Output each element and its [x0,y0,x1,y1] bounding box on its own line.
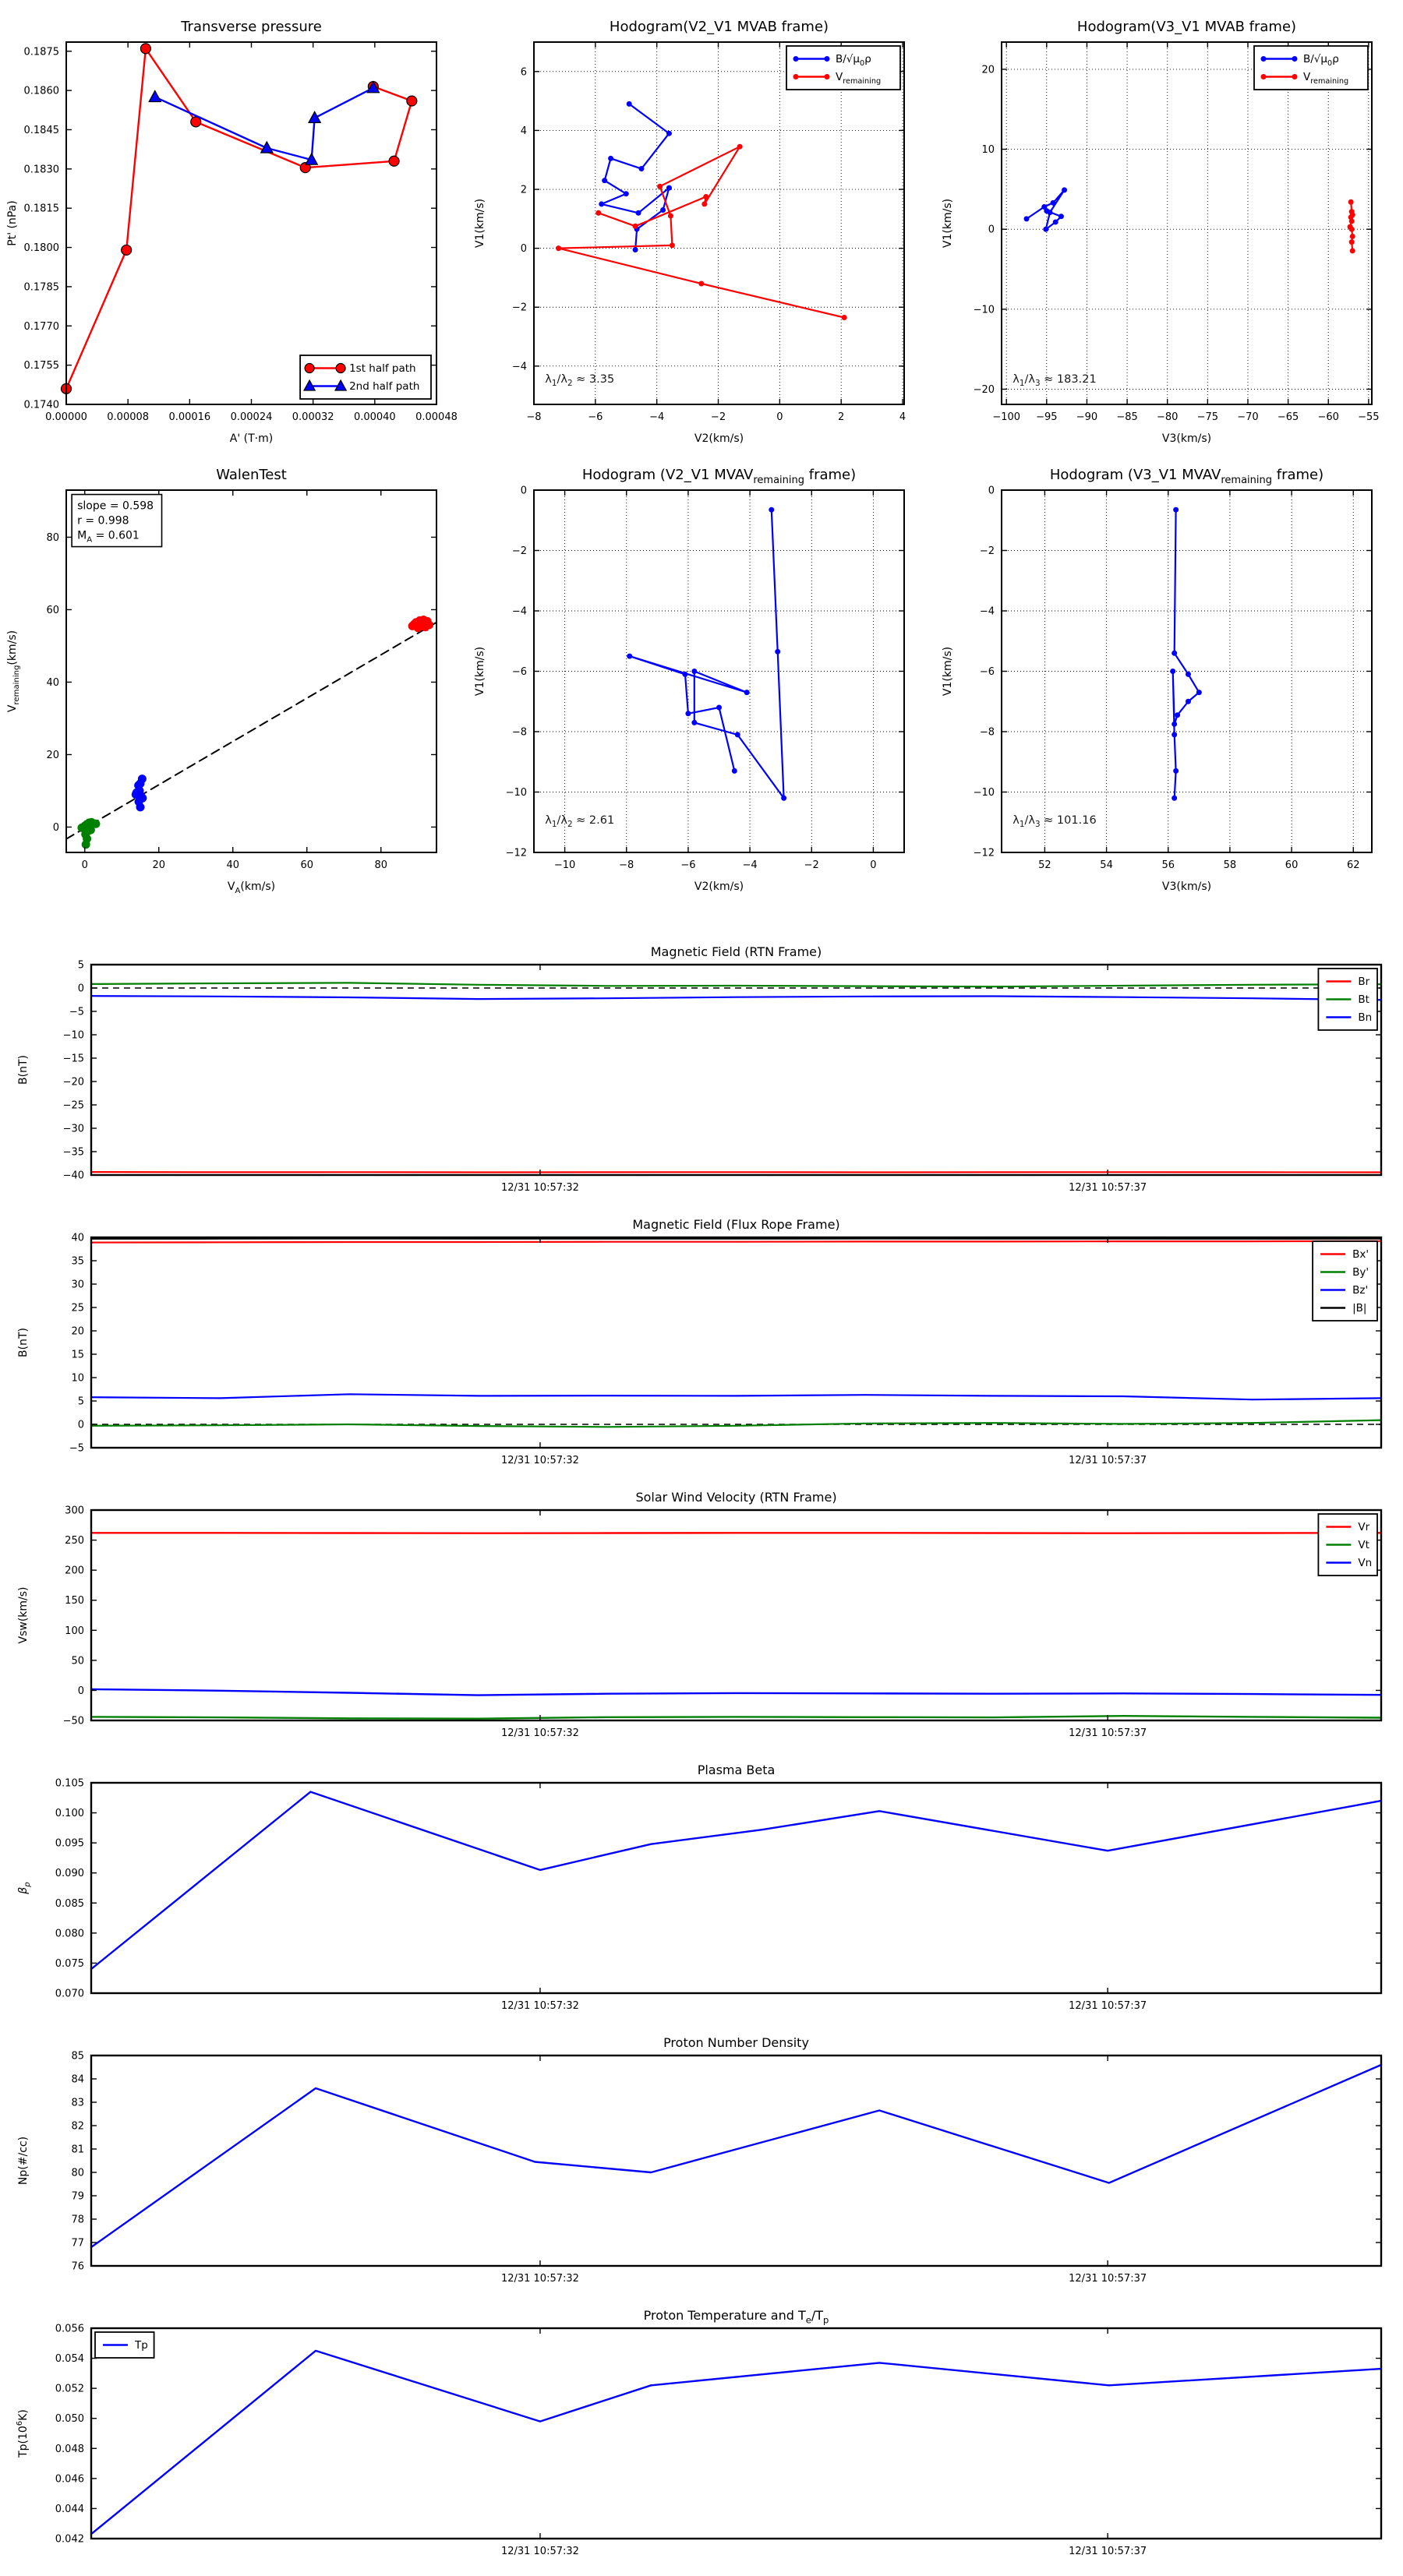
y-tick-label: 0.1785 [23,281,59,294]
x-tick-label: 12/31 10:57:32 [500,2000,579,2012]
y-tick-label: 78 [71,2214,84,2226]
y-tick-label: 0.042 [55,2533,84,2546]
y-tick-label: −10 [973,304,995,316]
chart-title: WalenTest [216,467,287,483]
x-axis-label: V3(km/s) [1161,880,1212,893]
chart-row-6 [0,1758,1403,2031]
y-tick-label: 30 [71,1279,84,1291]
annotation-line: r = 0.998 [77,514,129,528]
legend-label: 2nd half path [349,380,420,393]
x-tick-label: 0.00032 [292,411,334,423]
y-tick-label: −10 [62,1029,84,1042]
chart-svg-proton-number-density [8,2031,1395,2303]
legend-label: Bx' [1352,1248,1369,1261]
y-tick-label: −4 [511,605,527,618]
y-tick-label: 0.1875 [23,46,59,58]
x-tick-label: 60 [1285,859,1299,871]
x-tick-label: −85 [1116,411,1138,423]
x-tick-label: 20 [152,859,166,871]
chart-title: Proton Number Density [663,2035,809,2050]
x-tick-label: 0.00016 [168,411,211,423]
y-tick-label: 85 [71,2050,84,2063]
x-tick-label: 80 [374,859,388,871]
y-tick-label: 0.070 [55,1988,84,2000]
chart-hodogram-v3v1-mvav [935,459,1403,907]
y-tick-label: 150 [65,1595,84,1607]
chart-row-5 [0,1485,1403,1758]
y-tick-label: 0 [52,821,59,834]
y-axis-label: $Tp(10^6K)$ [16,2409,30,2458]
y-tick-label: 0.100 [55,1808,84,1820]
x-tick-label: 0 [870,859,877,871]
y-tick-label: 82 [71,2120,84,2133]
x-tick-label: −6 [680,859,696,871]
x-tick-label: −90 [1076,411,1098,423]
y-tick-label: 0.054 [55,2353,84,2366]
y-tick-label: 0.052 [55,2383,84,2395]
chart-svg-hodogram-v3v1-mvav [935,459,1403,907]
legend-label: |B| [1352,1302,1367,1314]
x-tick-label: −6 [588,411,603,423]
y-tick-label: 40 [71,1232,84,1244]
x-tick-label: 0 [776,411,783,423]
legend-label: 1st half path [349,362,416,375]
legend-label: Tp [135,2339,148,2352]
x-tick-label: −55 [1358,411,1380,423]
y-tick-label: 0.1740 [23,399,59,411]
y-tick-label: 0 [77,1685,84,1697]
x-tick-label: 0.00040 [353,411,396,423]
chart-transverse-pressure [0,11,468,459]
y-tick-label: 0.1755 [23,360,59,372]
y-axis-label: $V_{remaining}(km/s)$ [6,630,21,713]
y-tick-label: −10 [973,787,995,799]
y-tick-label: −8 [979,726,995,739]
x-tick-label: 0 [81,859,88,871]
y-tick-label: 0.085 [55,1897,84,1910]
x-tick-label: 12/31 10:57:37 [1069,2273,1147,2285]
x-axis-label: V3(km/s) [1161,432,1212,445]
x-tick-label: −70 [1237,411,1259,423]
y-tick-label: −6 [979,666,995,678]
x-tick-label: −60 [1317,411,1339,423]
y-tick-label: 5 [77,959,84,972]
x-tick-label: −75 [1196,411,1219,423]
y-axis-label: V1(km/s) [474,646,486,697]
x-tick-label: 58 [1223,859,1237,871]
y-tick-label: 0 [988,485,995,497]
x-tick-label: −4 [742,859,758,871]
x-axis-label: V2(km/s) [694,432,744,445]
y-tick-label: 60 [46,604,59,616]
x-tick-label: 60 [300,859,314,871]
chart-row-2 [0,459,1403,907]
legend-label: $B/√\mu_0\rho$ [836,53,871,68]
annotation-line: $M_A = 0.601$ [77,529,140,545]
chart-hodogram-v3v1-mvab [935,11,1403,459]
chart-title: Transverse pressure [181,19,322,35]
x-tick-label: 0.00000 [45,411,87,423]
y-tick-label: −5 [69,1006,84,1018]
y-tick-label: 0.1860 [23,85,59,97]
y-tick-label: −10 [505,787,527,799]
y-tick-label: 0.095 [55,1837,84,1850]
chart-svg-proton-temperature [8,2303,1395,2576]
x-tick-label: 54 [1100,859,1113,871]
legend-label: By' [1352,1266,1369,1279]
chart-title: Magnetic Field (RTN Frame) [650,944,822,959]
annotation-text: $\lambda_1/\lambda_3 \approx 183.21$ [1012,373,1097,389]
x-tick-label: 12/31 10:57:32 [500,2546,579,2557]
y-tick-label: 50 [71,1655,84,1667]
y-axis-label: Pt' (nPa) [6,200,19,246]
y-axis-label: $\beta_p$ [17,1882,32,1894]
y-tick-label: −30 [62,1123,84,1135]
y-tick-label: 200 [65,1565,84,1577]
x-axis-label: A' (T·m) [229,432,274,445]
chart-title: Hodogram(V2_V1 MVAB frame) [609,19,829,35]
annotation-line: slope = 0.598 [77,499,154,513]
y-axis-label: B(nT) [17,1055,30,1085]
y-axis-label: V1(km/s) [942,198,954,249]
chart-title: Plasma Beta [697,1763,776,1777]
x-tick-label: 56 [1161,859,1175,871]
chart-row-7 [0,2031,1403,2303]
chart-proton-temperature [8,2303,1395,2576]
y-tick-label: 15 [71,1349,84,1361]
y-tick-label: −35 [62,1146,84,1159]
chart-row-4 [0,1212,1403,1485]
y-tick-label: 0.1845 [23,124,59,136]
y-axis-label: Np(#/cc) [17,2136,30,2186]
y-tick-label: 0.090 [55,1868,84,1880]
x-tick-label: 12/31 10:57:32 [500,1455,579,1466]
y-tick-label: 79 [71,2190,84,2203]
y-tick-label: 10 [71,1372,84,1385]
chart-svg-hodogram-v2v1-mvav [468,459,935,907]
x-tick-label: −2 [710,411,726,423]
y-axis-label: B(nT) [17,1328,30,1357]
y-tick-label: 4 [520,125,527,137]
x-tick-label: 12/31 10:57:32 [500,2273,579,2285]
y-tick-label: 80 [46,531,59,544]
chart-svg-hodogram-v2v1-mvab [468,11,935,459]
chart-title: Hodogram(V3_V1 MVAB frame) [1076,19,1297,35]
x-tick-label: −80 [1156,411,1179,423]
y-tick-label: 0.1830 [23,164,59,176]
y-tick-label: 0 [520,485,527,497]
y-tick-label: 84 [71,2073,84,2086]
y-tick-label: −5 [69,1442,84,1455]
x-tick-label: 12/31 10:57:37 [1069,1455,1147,1466]
x-tick-label: −2 [804,859,819,871]
x-tick-label: −95 [1036,411,1058,423]
x-tick-label: −4 [649,411,665,423]
y-tick-label: −12 [973,847,995,859]
legend-label: Vr [1358,1521,1370,1533]
x-tick-label: 0.00008 [107,411,150,423]
chart-svg-magnetic-field-rtn [8,940,1395,1212]
y-axis-label: V1(km/s) [942,646,954,697]
x-tick-label: −8 [526,411,542,423]
x-tick-label: 12/31 10:57:37 [1069,2000,1147,2012]
chart-svg-transverse-pressure [0,11,468,459]
y-tick-label: −6 [511,666,527,678]
y-tick-label: −20 [62,1076,84,1089]
y-tick-label: 0.1815 [23,203,59,215]
x-tick-label: 12/31 10:57:37 [1069,1182,1147,1194]
y-tick-label: −20 [973,383,995,396]
y-axis-label: Vsw(km/s) [17,1586,30,1644]
y-tick-label: −25 [62,1099,84,1112]
y-tick-label: 35 [71,1255,84,1268]
legend-label: $B/√\mu_0\rho$ [1303,53,1339,68]
y-tick-label: 20 [71,1325,84,1338]
chart-proton-number-density [8,2031,1395,2303]
legend-label: Bn [1358,1011,1373,1024]
x-tick-label: −100 [992,411,1021,423]
x-tick-label: −10 [553,859,576,871]
chart-row-1 [0,11,1403,459]
chart-row-3 [0,940,1403,1212]
chart-magnetic-field-flux-rope [8,1212,1395,1485]
y-tick-label: 80 [71,2167,84,2179]
x-tick-label: 12/31 10:57:32 [500,1727,579,1739]
chart-svg-walen-test [0,459,468,907]
y-tick-label: 100 [65,1625,84,1637]
y-tick-label: 0.105 [55,1777,84,1790]
chart-title: Hodogram (V3_V1 $MVAV_{remaining}$ frame) [1049,467,1324,487]
y-tick-label: −40 [62,1170,84,1182]
y-tick-label: 0 [77,1419,84,1431]
y-tick-label: 250 [65,1535,84,1547]
y-tick-label: 81 [71,2144,84,2156]
y-tick-label: 0 [520,243,527,256]
y-tick-label: 0.080 [55,1928,84,1940]
y-tick-label: 40 [46,676,59,689]
chart-title: Hodogram (V2_V1 $MVAV_{remaining}$ frame) [581,467,857,487]
y-tick-label: −2 [511,545,527,557]
y-tick-label: −15 [62,1053,84,1065]
y-tick-label: −12 [505,847,527,859]
y-tick-label: −2 [979,545,995,557]
x-tick-label: 0.00048 [415,411,458,423]
chart-svg-plasma-beta [8,1758,1395,2031]
y-tick-label: 77 [71,2237,84,2250]
x-tick-label: 12/31 10:57:37 [1069,1727,1147,1739]
x-tick-label: 40 [226,859,240,871]
annotation-text: $\lambda_1/\lambda_2 \approx 2.61$ [545,813,615,829]
y-tick-label: 2 [520,184,527,196]
y-tick-label: 76 [71,2260,84,2273]
legend-label: $V_{remaining}$ [1303,71,1349,86]
y-tick-label: −4 [979,605,995,618]
chart-title: Magnetic Field (Flux Rope Frame) [632,1217,840,1232]
legend-label: $V_{remaining}$ [836,71,882,86]
y-tick-label: 0.056 [55,2323,84,2335]
x-tick-label: 4 [899,411,906,423]
y-tick-label: 0.048 [55,2443,84,2455]
x-tick-label: −65 [1277,411,1299,423]
x-tick-label: 12/31 10:57:32 [500,1182,579,1194]
legend-label: Bt [1358,993,1369,1006]
legend-label: Vt [1358,1539,1369,1551]
x-tick-label: 2 [838,411,845,423]
x-tick-label: 12/31 10:57:37 [1069,2546,1147,2557]
chart-svg-magnetic-field-flux-rope [8,1212,1395,1485]
x-tick-label: −8 [619,859,634,871]
chart-svg-solar-wind-velocity-rtn [8,1485,1395,1758]
y-tick-label: 0 [988,224,995,236]
y-axis-label: V1(km/s) [474,198,486,249]
chart-hodogram-v2v1-mvab [468,11,935,459]
y-tick-label: 0.046 [55,2473,84,2486]
chart-title: Proton Temperature and $T_e/T_p$ [643,2308,829,2326]
y-tick-label: −2 [511,302,527,314]
y-tick-label: −50 [62,1715,84,1727]
y-tick-label: 0.044 [55,2503,84,2515]
y-tick-label: 20 [981,64,995,76]
y-tick-label: 0.1770 [23,320,59,333]
y-tick-label: 20 [46,749,59,761]
legend-label: Br [1358,976,1370,988]
x-axis-label: V2(km/s) [694,880,744,893]
chart-solar-wind-velocity [8,1485,1395,1758]
chart-walen-test [0,459,468,907]
chart-hodogram-v2v1-mvav [468,459,935,907]
y-tick-label: 83 [71,2097,84,2109]
y-tick-label: 0.075 [55,1957,84,1970]
chart-title: Solar Wind Velocity (RTN Frame) [635,1490,837,1505]
chart-magnetic-field-rtn [8,940,1395,1212]
legend-label: Vn [1358,1557,1373,1569]
y-tick-label: 0.050 [55,2413,84,2426]
y-tick-label: 10 [981,144,995,157]
x-tick-label: 62 [1346,859,1360,871]
y-tick-label: 5 [77,1396,84,1408]
chart-row-8 [0,2303,1403,2576]
x-tick-label: 52 [1038,859,1051,871]
chart-svg-hodogram-v3v1-mvab [935,11,1403,459]
chart-plasma-beta [8,1758,1395,2031]
y-tick-label: −8 [511,726,527,739]
x-tick-label: 0.00024 [230,411,273,423]
y-tick-label: 0 [77,983,84,995]
y-tick-label: 6 [520,66,527,79]
y-tick-label: −4 [511,361,527,373]
x-axis-label: $V_A(km/s)$ [227,880,276,895]
y-tick-label: 0.1800 [23,242,59,255]
legend-label: Bz' [1352,1284,1369,1297]
annotation-text: $\lambda_1/\lambda_3 \approx 101.16$ [1012,813,1097,829]
y-tick-label: 25 [71,1302,84,1314]
y-tick-label: 300 [65,1505,84,1517]
annotation-text: $\lambda_1/\lambda_2 \approx 3.35$ [545,373,615,389]
